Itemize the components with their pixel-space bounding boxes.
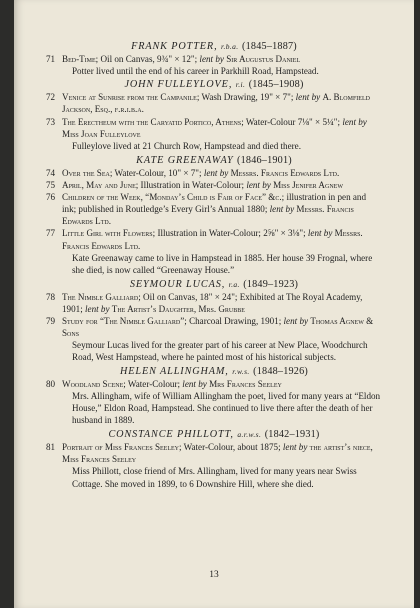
catalogue-entry: 78 The Nimble Galliard; Oil on Canvas, 18" × 24"; Exhibited at The Royal Academy, 1901; lent by The Artist’s Daughter, Mrs. Grubbe bbox=[46, 291, 363, 314]
entry-number: 71 bbox=[46, 53, 56, 64]
entry-title: Study for “The Nimble Galliard” bbox=[62, 315, 185, 326]
artist-years: (1845–1908) bbox=[248, 79, 304, 91]
entry-number: 81 bbox=[46, 442, 56, 453]
artist-heading bbox=[46, 154, 382, 167]
lent-by-label: lent by bbox=[282, 442, 308, 453]
entry-lender: the artist’s niece, Miss Frances Seeley bbox=[62, 442, 373, 465]
entry-number: 80 bbox=[46, 378, 56, 389]
artist-heading: FRANK POTTER, r.b.a. (1845–1887) bbox=[131, 40, 297, 52]
entry-lender: The Artist’s Daughter, Mrs. Grubbe bbox=[111, 303, 245, 314]
entry-number: 74 bbox=[46, 167, 56, 178]
artist-heading: JOHN FULLEYLOVE, r.i. (1845–1908) bbox=[124, 79, 304, 91]
entry-title: Venice at Sunrise from the Campanile bbox=[62, 92, 197, 103]
entry-description: Water-Colour bbox=[127, 378, 178, 389]
artist-heading: HELEN ALLINGHAM, r.w.s. (1848–1926) bbox=[120, 365, 308, 377]
artist-suffix: r.w.s. bbox=[232, 366, 250, 376]
entry-title: The Erectheum with the Caryatid Portico, Athens bbox=[62, 116, 242, 127]
artist-years: (1845–1887) bbox=[242, 40, 297, 52]
entry-title: Woodland Scene bbox=[62, 378, 124, 389]
catalogue-entry: 75 April, May and June; Illustration in Water-Colour; lent by Miss Jenifer Agnew bbox=[46, 179, 343, 190]
lent-by-label: lent by bbox=[342, 116, 367, 127]
page-number: 13 bbox=[209, 570, 219, 580]
entry-note: Seymour Lucas lived for the greater part of his career at New Place, Woodchurch Road, West Hampstead, where he painted most of his historical subjects. bbox=[72, 340, 368, 363]
catalogue-page bbox=[14, 0, 414, 608]
artist-suffix: r.b.a. bbox=[220, 41, 239, 51]
entry-note: Mrs. Allingham, wife of William Allingham the poet, lived for many years at “Eldon House,” Eldon Road, Hampstead. She continued to live there after the death of her husband in 1889. bbox=[72, 391, 381, 426]
artist-years: (1846–1901) bbox=[237, 154, 292, 166]
lent-by-label: lent by bbox=[203, 167, 229, 178]
entry-lender: Messrs. Francis Edwards Ltd. bbox=[230, 167, 340, 178]
entry-description: Water-Colour, 10" × 7" bbox=[114, 167, 199, 178]
lent-by-label: lent by bbox=[283, 315, 309, 326]
entry-description: Charcoal Drawing, 1901 bbox=[189, 315, 279, 326]
lent-by-label: lent by bbox=[199, 53, 224, 64]
artist-name: SEYMOUR LUCAS bbox=[129, 278, 222, 290]
catalogue-entry: 79 Study for “The Nimble Galliard”; Charcoal Drawing, 1901; lent by Thomas Agnew & Sons Seymour Lucas lived for the greater part of his career at New Place, Woodchurch Road, West Hampstead, where he painted most of his historical subjects. bbox=[46, 315, 382, 364]
entry-lender: Thomas Agnew & Sons bbox=[62, 315, 374, 338]
entry-title: Children of the Week, “Monday’s Child is Fair of Face” &c. bbox=[62, 191, 282, 202]
entry-note: Potter lived until the end of his career in Parkhill Road, Hampstead. bbox=[72, 65, 319, 76]
entry-number: 79 bbox=[46, 315, 56, 326]
entry-number: 75 bbox=[46, 179, 56, 190]
entry-title: April, May and June bbox=[62, 179, 136, 190]
catalogue-entry: 77 Little Girl with Flowers; Illustration in Water-Colour; 2⅝" × 3⅛"; lent by Messrs. Francis Edwards Ltd. Kate Greenaway came to live in Hampstead in 1885. Her house 39 Frognal, where she died, is now called “Greenaway House.” bbox=[46, 227, 382, 276]
artist-heading: SEYMOUR LUCAS, r.a. (1849–1923) bbox=[129, 278, 299, 290]
catalogue-entry: 76 Children of the Week, “Monday’s Child is Fair of Face” &c.; illustration in pen and ink; published in Routledge’s Every Girl’s Annual 1880; lent by Messrs. Francis Edwards Ltd. bbox=[46, 191, 367, 227]
entry-description: Water-Colour 7⅛" × 5¼" bbox=[245, 116, 338, 127]
artist-suffix: r.i. bbox=[235, 80, 246, 90]
entry-number: 72 bbox=[46, 92, 56, 103]
entry-description: Illustration in Water-Colour; 2⅝" × 3⅛" bbox=[157, 228, 304, 239]
artist-name: HELEN ALLINGHAM bbox=[120, 365, 226, 377]
entry-lender: Messrs. Francis Edwards Ltd. bbox=[62, 228, 363, 251]
artist-years: (1849–1923) bbox=[243, 278, 299, 290]
entry-number: 77 bbox=[46, 228, 56, 239]
artist-heading: CONSTANCE PHILLOTT, a.r.w.s. (1842–1931) bbox=[108, 429, 320, 441]
entry-note: Kate Greenaway came to live in Hampstead in 1885. Her house 39 Frognal, where she died, is now called “Greenaway House.” bbox=[72, 252, 373, 275]
entry-lender: Mrs Frances Seeley bbox=[209, 378, 282, 389]
entry-lender: Messrs. Francis Edwards Ltd. bbox=[62, 204, 354, 227]
artist-years: (1842–1931) bbox=[264, 429, 320, 441]
entry-description: illustration in pen and ink; published in Routledge’s Every Girl’s Annual 1880 bbox=[62, 191, 367, 215]
entry-number: 76 bbox=[46, 191, 56, 202]
entry-description: Wash Drawing, 19" × 7" bbox=[201, 92, 291, 103]
catalogue-entry: 72 Venice at Sunrise from the Campanile; Wash Drawing, 19" × 7"; lent by A. Blomfield Jackson, Esq., f.r.i.b.a. bbox=[46, 92, 370, 115]
entry-description: Water-Colour, about 1875 bbox=[183, 442, 279, 453]
entry-number: 73 bbox=[46, 116, 56, 127]
entry-description: Illustration in Water-Colour bbox=[140, 179, 242, 190]
artist-name: KATE GREENAWAY bbox=[136, 154, 234, 166]
entry-title: Little Girl with Flowers bbox=[62, 228, 153, 239]
catalogue-entry: 81 Portrait of Miss Frances Seeley; Water-Colour, about 1875; lent by the artist’s niece, Miss Frances Seeley Miss Phillott, close friend of Mrs. Allingham, lived for many years near Swiss Cottage. She moved in 1899, to 6 Downshire Hill, where she died. bbox=[46, 441, 382, 490]
catalogue-entry: 80 Woodland Scene; Water-Colour; lent by Mrs Frances Seeley Mrs. Allingham, wife of William Allingham the poet, lived for many years at “Eldon House,” Eldon Road, Hampstead. She continued to live there after the death of her husband in 1889. bbox=[46, 378, 381, 426]
lent-by-label: lent by bbox=[295, 92, 321, 103]
artist-years: (1848–1926) bbox=[253, 365, 308, 377]
artist-suffix: a.r.w.s. bbox=[237, 430, 262, 440]
catalogue-entry: 74 Over the Sea; Water-Colour, 10" × 7"; lent by Messrs. Francis Edwards Ltd. bbox=[46, 167, 340, 178]
artist-name: FRANK POTTER bbox=[131, 40, 215, 52]
entry-title: Bed-Time bbox=[62, 53, 96, 64]
entry-lender: Miss Jenifer Agnew bbox=[273, 179, 343, 190]
catalogue-entry: 71 Bed-Time; Oil on Canvas, 9¾" × 12"; lent by Sir Augustus Daniel Potter lived until the end of his career in Parkhill Road, Hampstead. bbox=[46, 53, 382, 77]
entry-description: Oil on Canvas, 18" × 24"; Exhibited at The Royal Academy, 1901 bbox=[62, 291, 363, 314]
catalogue-content bbox=[46, 38, 382, 490]
catalogue-entry: 73 The Erectheum with the Caryatid Portico, Athens; Water-Colour 7⅛" × 5¼"; lent by Miss Joan Fulleylove Fulleylove lived at 21 Church Row, Hampstead and died there. bbox=[46, 116, 382, 152]
lent-by-label: lent by bbox=[307, 228, 333, 239]
lent-by-label: lent by bbox=[246, 179, 271, 190]
lent-by-label: lent by bbox=[269, 204, 295, 215]
artist-suffix: r.a. bbox=[228, 279, 240, 289]
lent-by-label: lent by bbox=[182, 378, 207, 389]
entry-lender: Miss Joan Fulleylove bbox=[62, 128, 141, 139]
entry-number: 78 bbox=[46, 291, 56, 302]
entry-title: Over the Sea bbox=[62, 167, 110, 178]
entry-lender: A. Blomfield Jackson, Esq., f.r.i.b.a. bbox=[62, 92, 370, 115]
entry-title: Portrait of Miss Frances Seeley bbox=[62, 442, 179, 453]
entry-note: Miss Phillott, close friend of Mrs. Allingham, lived for many years near Swiss Cottage. She moved in 1899, to 6 Downshire Hill, where she died. bbox=[72, 466, 357, 489]
lent-by-label: lent by bbox=[85, 303, 110, 314]
artist-name: JOHN FULLEYLOVE bbox=[124, 79, 229, 91]
entry-title: The Nimble Galliard bbox=[62, 291, 139, 302]
artist-name: CONSTANCE PHILLOTT bbox=[108, 429, 231, 441]
entry-description: Oil on Canvas, 9¾" × 12" bbox=[100, 53, 195, 64]
entry-note: Fulleylove lived at 21 Church Row, Hampstead and died there. bbox=[72, 140, 301, 151]
entry-lender: Sir Augustus Daniel bbox=[226, 53, 301, 64]
